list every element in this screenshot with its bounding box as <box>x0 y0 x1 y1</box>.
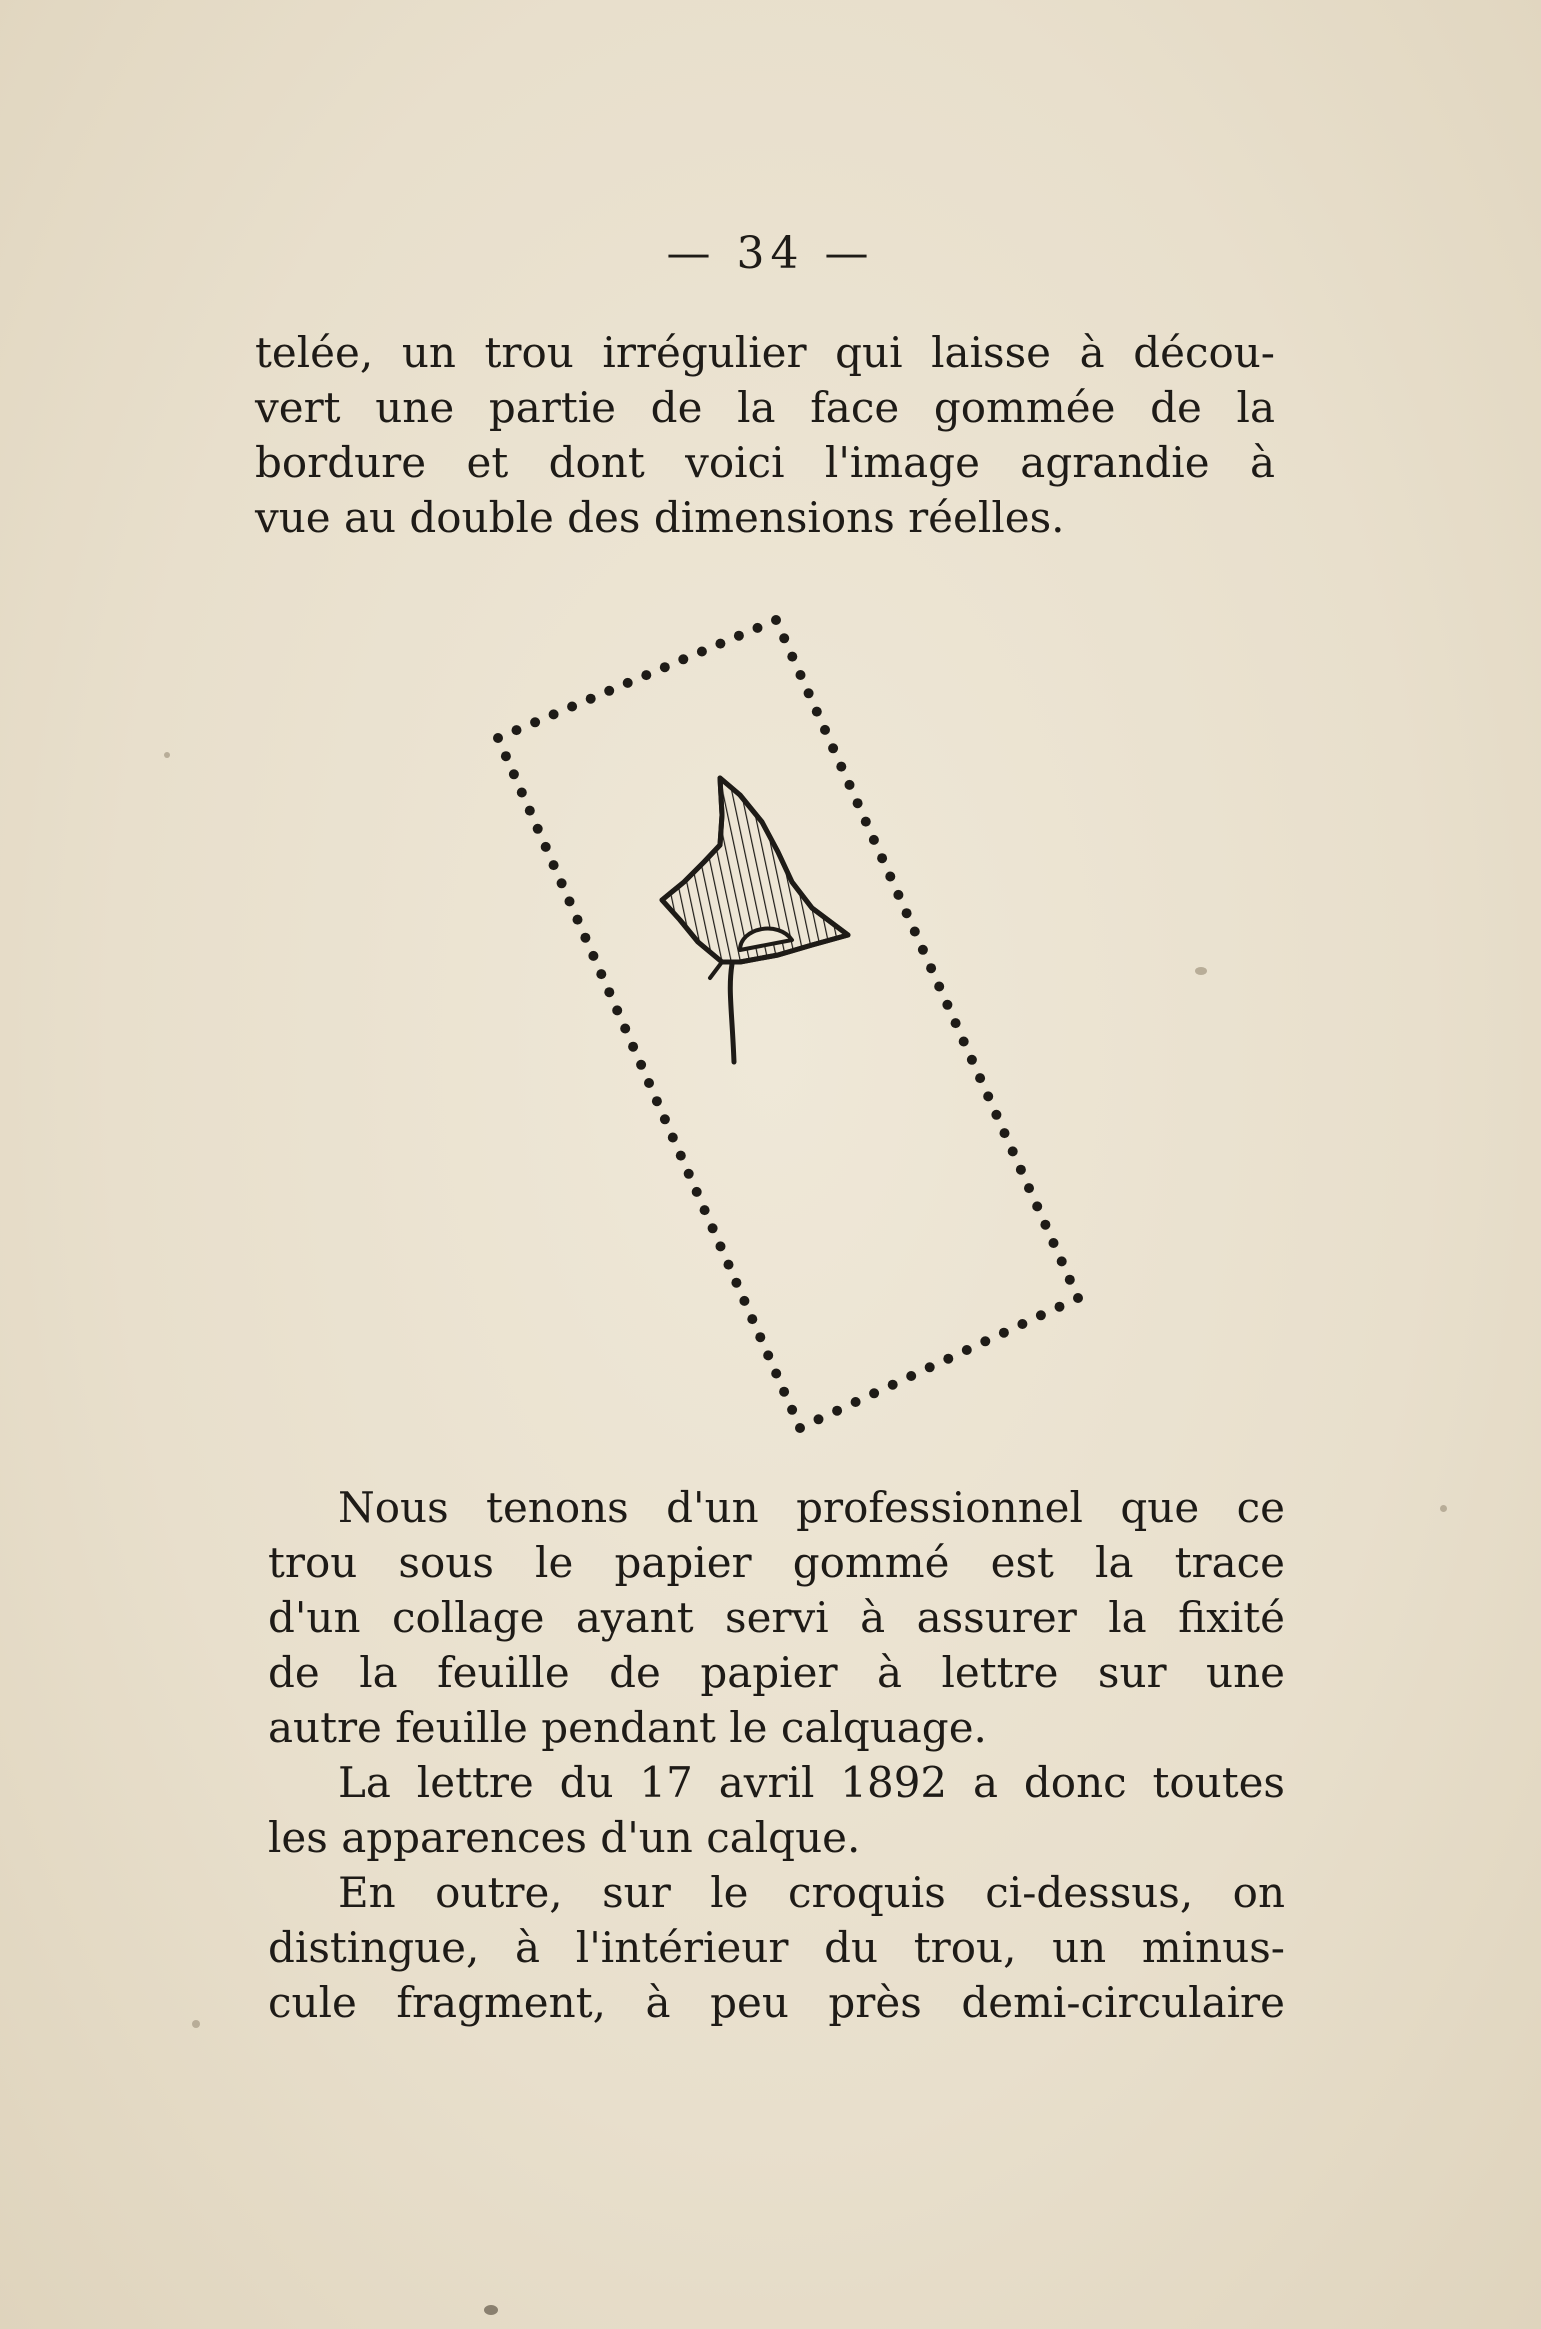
text-line: Nous tenons d'un professionnel que ce <box>338 1483 1285 1532</box>
outline-dot <box>684 1169 694 1179</box>
outline-dot <box>1016 1165 1026 1175</box>
text-line: les apparences d'un calque. <box>268 1813 861 1862</box>
outline-dot <box>1057 1256 1067 1266</box>
paper-speck <box>1195 967 1207 975</box>
outline-dot <box>888 1380 898 1390</box>
outline-dot <box>975 1073 985 1083</box>
outline-dot <box>926 963 936 973</box>
outline-dot <box>820 725 830 735</box>
outline-dot <box>549 709 559 719</box>
text-line: vert une partie de la face gommée de la <box>255 383 1275 432</box>
outline-dot <box>641 670 651 680</box>
outline-dot <box>771 1369 781 1379</box>
outline-dot <box>697 647 707 657</box>
outline-dot <box>739 1296 749 1306</box>
text-line: distingue, à l'intérieur du trou, un minus- <box>268 1923 1285 1972</box>
outline-dot <box>753 623 763 633</box>
outline-dot <box>652 1096 662 1106</box>
outline-dot <box>1055 1302 1065 1312</box>
outline-dot <box>567 702 577 712</box>
outline-dot <box>628 1042 638 1052</box>
outline-dot <box>731 1278 741 1288</box>
outline-dot <box>549 860 559 870</box>
outline-dot <box>525 806 535 816</box>
text-line: autre feuille pendant le calquage. <box>268 1703 987 1752</box>
outline-dot <box>541 842 551 852</box>
outline-dot <box>1008 1146 1018 1156</box>
outline-dot <box>877 853 887 863</box>
outline-dot <box>612 1005 622 1015</box>
page-number: — 34 — <box>666 228 875 279</box>
outline-dot <box>623 678 633 688</box>
outline-dot <box>796 670 806 680</box>
outline-dot <box>517 788 527 798</box>
outline-dot <box>1036 1310 1046 1320</box>
outline-dot <box>885 872 895 882</box>
outline-dot <box>869 835 879 845</box>
outline-dot <box>509 769 519 779</box>
outline-dot <box>869 1388 879 1398</box>
outline-dot <box>755 1332 765 1342</box>
outline-dot <box>620 1024 630 1034</box>
outline-dot <box>588 951 598 961</box>
outline-dot <box>925 1362 935 1372</box>
text-line: La lettre du 17 avril 1892 a donc toutes <box>338 1758 1285 1807</box>
outline-dot <box>999 1328 1009 1338</box>
outline-dot <box>851 1397 861 1407</box>
text-line: cule fragment, à peu près demi-circulaire <box>268 1978 1285 2027</box>
outline-dot <box>962 1345 972 1355</box>
outline-dot <box>573 915 583 925</box>
outline-dot <box>893 890 903 900</box>
outline-dot <box>804 688 814 698</box>
dotted-outline <box>493 615 1083 1433</box>
outline-dot <box>836 762 846 772</box>
outline-dot <box>708 1223 718 1233</box>
outline-dot <box>724 1260 734 1270</box>
outline-dot <box>787 652 797 662</box>
outline-dot <box>942 1000 952 1010</box>
outline-dot <box>853 798 863 808</box>
text-line: vue au double des dimensions réelles. <box>255 493 1065 542</box>
outline-dot <box>715 639 725 649</box>
text-line: d'un collage ayant servi à assurer la fixité <box>268 1593 1285 1642</box>
outline-dot <box>943 1354 953 1364</box>
paragraph-outre <box>268 1865 1285 2030</box>
outline-dot <box>530 717 540 727</box>
outline-dot <box>951 1018 961 1028</box>
outline-dot <box>991 1110 1001 1120</box>
outline-dot <box>845 780 855 790</box>
outline-dot <box>586 694 596 704</box>
outline-dot <box>910 927 920 937</box>
outline-dot <box>779 633 789 643</box>
outline-dot <box>676 1151 686 1161</box>
outline-dot <box>1024 1183 1034 1193</box>
outline-dot <box>967 1055 977 1065</box>
outline-dot <box>512 725 522 735</box>
outline-dot <box>779 1387 789 1397</box>
text-line: de la feuille de papier à lettre sur une <box>268 1648 1285 1697</box>
paper-speck <box>1440 1505 1447 1512</box>
outline-dot <box>959 1037 969 1047</box>
text-line: trou sous le papier gommé est la trace <box>268 1538 1285 1587</box>
outline-dot <box>604 686 614 696</box>
text-line: telée, un trou irrégulier qui laisse à décou- <box>255 328 1275 377</box>
paper-speck <box>484 2305 498 2315</box>
outline-dot <box>565 896 575 906</box>
outline-dot <box>795 1423 805 1433</box>
outline-dot <box>660 1114 670 1124</box>
outline-dot <box>934 982 944 992</box>
outline-dot <box>983 1091 993 1101</box>
outline-dot <box>812 707 822 717</box>
outline-dot <box>1065 1275 1075 1285</box>
outline-dot <box>668 1133 678 1143</box>
outline-dot <box>832 1406 842 1416</box>
outline-dot <box>861 817 871 827</box>
outline-dot <box>1032 1201 1042 1211</box>
outline-dot <box>902 908 912 918</box>
outline-dot <box>678 654 688 664</box>
outline-dot <box>734 631 744 641</box>
outline-dot <box>660 662 670 672</box>
paragraph-top <box>255 325 1275 545</box>
outline-dot <box>493 733 503 743</box>
outline-dot <box>692 1187 702 1197</box>
outline-dot <box>787 1405 797 1415</box>
outline-dot <box>557 878 567 888</box>
outline-dot <box>980 1336 990 1346</box>
outline-dot <box>533 824 543 834</box>
outline-dot <box>1073 1293 1083 1303</box>
outline-dot <box>700 1205 710 1215</box>
outline-dot <box>763 1350 773 1360</box>
paper-speck <box>164 752 170 758</box>
outline-dot <box>1049 1238 1059 1248</box>
outline-dot <box>716 1241 726 1251</box>
outline-dot <box>814 1414 824 1424</box>
outline-dot <box>828 743 838 753</box>
hole-diagram-icon <box>440 590 1140 1460</box>
outline-dot <box>1017 1319 1027 1329</box>
outline-dot <box>501 751 511 761</box>
hole-shape <box>662 778 848 1062</box>
outline-dot <box>1000 1128 1010 1138</box>
outline-dot <box>604 987 614 997</box>
paragraph-collage <box>268 1480 1285 1755</box>
outline-dot <box>644 1078 654 1088</box>
paragraph-lettre <box>268 1755 1285 1865</box>
outline-dot <box>580 933 590 943</box>
outline-dot <box>918 945 928 955</box>
text-line: En outre, sur le croquis ci-dessus, on <box>338 1868 1285 1917</box>
text-line: bordure et dont voici l'image agrandie à <box>255 438 1275 487</box>
paper-speck <box>192 2020 200 2028</box>
outline-dot <box>747 1314 757 1324</box>
outline-dot <box>1040 1220 1050 1230</box>
outline-dot <box>771 615 781 625</box>
outline-dot <box>636 1060 646 1070</box>
outline-dot <box>596 969 606 979</box>
outline-dot <box>906 1371 916 1381</box>
